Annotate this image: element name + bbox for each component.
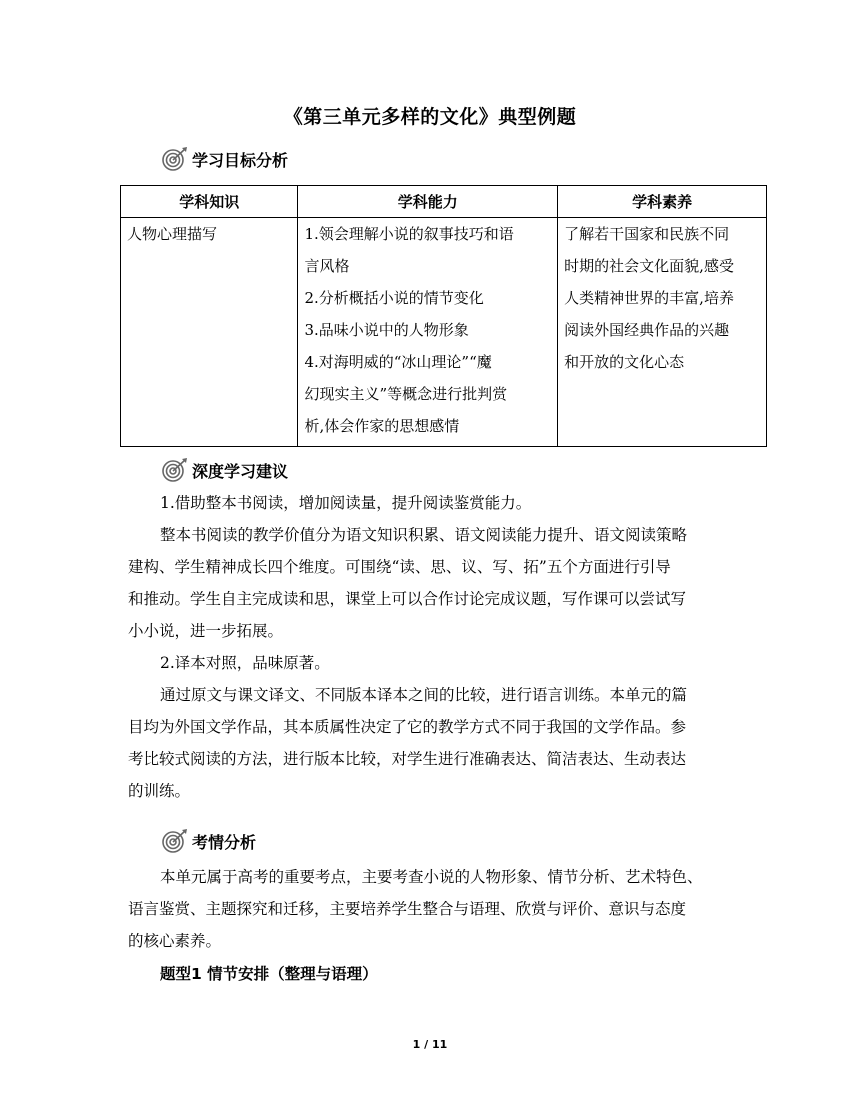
paragraph-line: 建构、学生精神成长四个维度。可围绕“读、思、议、写、拓”五个方面进行引导 bbox=[128, 558, 671, 576]
target-icon bbox=[160, 146, 190, 172]
page-number: 1 / 11 bbox=[412, 1038, 448, 1051]
paragraph-line: 考比较式阅读的方法，进行版本比较，对学生进行准确表达、简洁表达、生动表达 bbox=[128, 750, 687, 768]
ability-cell bbox=[298, 218, 558, 447]
paragraph-line: 和推动。学生自主完成读和思，课堂上可以合作讨论完成议题，写作课可以尝试写 bbox=[128, 590, 687, 608]
advice-point-2-text: 2.译本对照，品味原著。 bbox=[160, 654, 330, 672]
section-heading-goals bbox=[160, 144, 288, 174]
ability-line: 3.品味小说中的人物形象 bbox=[304, 321, 469, 339]
advice-point-1-text: 1.借助整本书阅读，增加阅读量，提升阅读鉴赏能力。 bbox=[160, 494, 532, 512]
ability-line: 4.对海明威的“冰山理论”“魔 bbox=[304, 353, 492, 371]
advice-paragraph-2 bbox=[128, 679, 738, 807]
literacy-line: 人类精神世界的丰富,培养 bbox=[564, 289, 734, 307]
paragraph-line: 的核心素养。 bbox=[128, 932, 222, 950]
paragraph-line: 的训练。 bbox=[128, 782, 191, 800]
section-heading-exam bbox=[160, 826, 256, 856]
table-header-row bbox=[121, 186, 767, 218]
paragraph-line: 整本书阅读的教学价值分为语文知识积累、语文阅读能力提升、语文阅读策略 bbox=[160, 526, 688, 544]
paragraph-line: 通过原文与课文译文、不同版本译本之间的比较，进行语言训练。本单元的篇 bbox=[160, 686, 688, 704]
advice-point-1 bbox=[160, 487, 770, 519]
literacy-line: 时期的社会文化面貌,感受 bbox=[564, 257, 734, 275]
literacy-line: 了解若干国家和民族不同 bbox=[564, 225, 730, 243]
ability-line: 析,体会作家的思想感情 bbox=[304, 417, 460, 435]
advice-paragraph-1 bbox=[128, 519, 738, 647]
column-header-knowledge: 学科知识 bbox=[121, 186, 298, 218]
literacy-line: 和开放的文化心态 bbox=[564, 353, 685, 371]
ability-line: 2.分析概括小说的情节变化 bbox=[304, 289, 484, 307]
knowledge-text: 人物心理描写 bbox=[127, 225, 218, 243]
advice-point-2 bbox=[160, 647, 770, 679]
literacy-line: 阅读外国经典作品的兴趣 bbox=[564, 321, 730, 339]
paragraph-line: 目均为外国文学作品，其本质属性决定了它的教学方式不同于我国的文学作品。参 bbox=[128, 718, 687, 736]
ability-line: 言风格 bbox=[304, 257, 350, 275]
column-header-ability: 学科能力 bbox=[298, 186, 558, 218]
ability-line: 幻现实主义”等概念进行批判赏 bbox=[304, 385, 508, 403]
section-heading-label: 考情分析 bbox=[192, 832, 257, 852]
knowledge-cell bbox=[121, 218, 298, 447]
ability-line: 1.领会理解小说的叙事技巧和语 bbox=[304, 225, 514, 243]
paragraph-line: 小小说，进一步拓展。 bbox=[128, 622, 284, 640]
page-title: 《第三单元多样的文化》典型例题 bbox=[283, 106, 577, 128]
target-icon bbox=[160, 457, 190, 483]
question-type-heading: 题型1 情节安排（整理与语理） bbox=[160, 965, 378, 983]
exam-paragraph bbox=[128, 861, 738, 957]
table-row bbox=[121, 218, 767, 447]
section-heading-advice bbox=[160, 455, 288, 485]
literacy-cell bbox=[558, 218, 767, 447]
section-heading-label: 学习目标分析 bbox=[192, 150, 289, 170]
target-icon bbox=[160, 828, 190, 854]
paragraph-line: 本单元属于高考的重要考点，主要考查小说的人物形象、情节分析、艺术特色、 bbox=[160, 868, 703, 886]
column-header-literacy: 学科素养 bbox=[558, 186, 767, 218]
section-heading-label: 深度学习建议 bbox=[192, 461, 289, 481]
paragraph-line: 语言鉴赏、主题探究和迁移，主要培养学生整合与语理、欣赏与评价、意识与态度 bbox=[128, 900, 687, 918]
learning-goals-table bbox=[120, 185, 767, 447]
